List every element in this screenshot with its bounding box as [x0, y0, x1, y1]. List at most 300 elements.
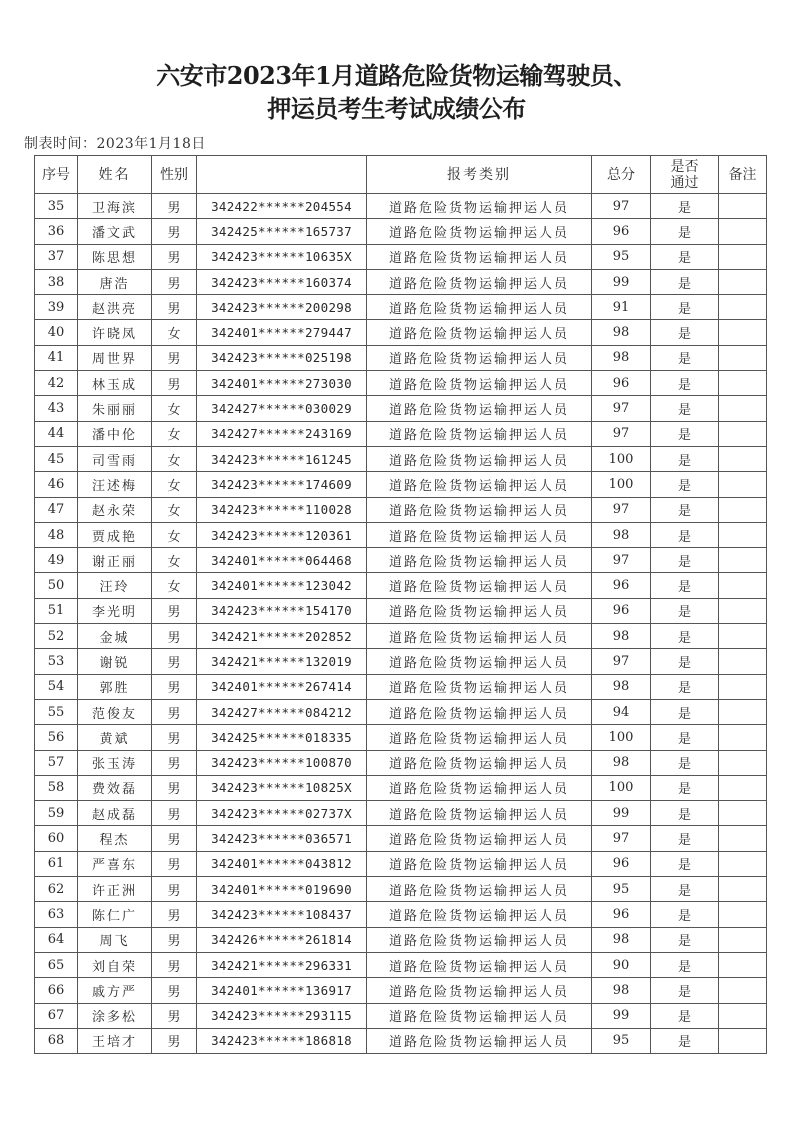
- cell-pass: 是: [651, 345, 719, 370]
- cell-no: 43: [35, 396, 78, 421]
- cell-category: 道路危险货物运输押运人员: [367, 750, 592, 775]
- cell-id: 342401******273030: [197, 371, 367, 396]
- cell-no: 58: [35, 775, 78, 800]
- cell-note: [719, 1028, 767, 1053]
- cell-id: 342423******120361: [197, 522, 367, 547]
- cell-no: 41: [35, 345, 78, 370]
- cell-name: 严喜东: [78, 851, 152, 876]
- cell-id: 342423******10825X: [197, 775, 367, 800]
- cell-name: 陈思想: [78, 244, 152, 269]
- cell-no: 36: [35, 219, 78, 244]
- cell-pass: 是: [651, 497, 719, 522]
- cell-category: 道路危险货物运输押运人员: [367, 472, 592, 497]
- cell-score: 100: [592, 725, 651, 750]
- cell-pass: 是: [651, 851, 719, 876]
- cell-name: 郭胜: [78, 674, 152, 699]
- cell-no: 67: [35, 1003, 78, 1028]
- table-row: [35, 902, 767, 927]
- cell-pass: 是: [651, 371, 719, 396]
- cell-pass: 是: [651, 952, 719, 977]
- cell-pass: 是: [651, 396, 719, 421]
- cell-category: 道路危险货物运输押运人员: [367, 978, 592, 1003]
- cell-note: [719, 826, 767, 851]
- cell-no: 42: [35, 371, 78, 396]
- table-row: [35, 345, 767, 370]
- cell-name: 朱丽丽: [78, 396, 152, 421]
- cell-id: 342401******019690: [197, 877, 367, 902]
- cell-id: 342401******123042: [197, 573, 367, 598]
- cell-note: [719, 902, 767, 927]
- header-pass-line2: 通过: [670, 174, 699, 191]
- cell-pass: 是: [651, 649, 719, 674]
- cell-score: 100: [592, 472, 651, 497]
- cell-name: 陈仁广: [78, 902, 152, 927]
- cell-category: 道路危险货物运输押运人员: [367, 371, 592, 396]
- cell-no: 60: [35, 826, 78, 851]
- cell-id: 342427******243169: [197, 421, 367, 446]
- cell-no: 38: [35, 269, 78, 294]
- cell-id: 342423******110028: [197, 497, 367, 522]
- cell-sex: 女: [152, 320, 197, 345]
- cell-name: 潘文武: [78, 219, 152, 244]
- cell-name: 贾成艳: [78, 522, 152, 547]
- cell-note: [719, 978, 767, 1003]
- cell-pass: 是: [651, 826, 719, 851]
- cell-sex: 男: [152, 750, 197, 775]
- cell-pass: 是: [651, 978, 719, 1003]
- cell-no: 53: [35, 649, 78, 674]
- cell-name: 周飞: [78, 927, 152, 952]
- cell-name: 戚方严: [78, 978, 152, 1003]
- cell-score: 91: [592, 295, 651, 320]
- cell-note: [719, 750, 767, 775]
- cell-name: 周世界: [78, 345, 152, 370]
- cell-id: 342425******018335: [197, 725, 367, 750]
- cell-note: [719, 472, 767, 497]
- cell-category: 道路危险货物运输押运人员: [367, 244, 592, 269]
- cell-category: 道路危险货物运输押运人员: [367, 725, 592, 750]
- table-row: [35, 725, 767, 750]
- cell-score: 96: [592, 219, 651, 244]
- table-row: [35, 219, 767, 244]
- cell-name: 涂多松: [78, 1003, 152, 1028]
- table-row: [35, 877, 767, 902]
- cell-category: 道路危险货物运输押运人员: [367, 902, 592, 927]
- cell-sex: 男: [152, 877, 197, 902]
- cell-id: 342423******160374: [197, 269, 367, 294]
- cell-score: 95: [592, 244, 651, 269]
- table-row: [35, 548, 767, 573]
- cell-category: 道路危险货物运输押运人员: [367, 699, 592, 724]
- cell-name: 范俊友: [78, 699, 152, 724]
- cell-id: 342421******202852: [197, 624, 367, 649]
- cell-pass: 是: [651, 472, 719, 497]
- cell-id: 342401******279447: [197, 320, 367, 345]
- cell-no: 66: [35, 978, 78, 1003]
- table-row: [35, 421, 767, 446]
- cell-pass: 是: [651, 1003, 719, 1028]
- cell-id: 342423******293115: [197, 1003, 367, 1028]
- cell-note: [719, 725, 767, 750]
- cell-name: 张玉涛: [78, 750, 152, 775]
- cell-sex: 男: [152, 345, 197, 370]
- cell-id: 342401******136917: [197, 978, 367, 1003]
- cell-id: 342425******165737: [197, 219, 367, 244]
- table-row: [35, 624, 767, 649]
- cell-category: 道路危险货物运输押运人员: [367, 345, 592, 370]
- cell-id: 342422******204554: [197, 194, 367, 219]
- cell-sex: 男: [152, 725, 197, 750]
- cell-id: 342427******084212: [197, 699, 367, 724]
- table-row: [35, 699, 767, 724]
- cell-pass: 是: [651, 624, 719, 649]
- cell-note: [719, 421, 767, 446]
- table-header-row: [35, 156, 767, 194]
- cell-pass: 是: [651, 750, 719, 775]
- cell-score: 96: [592, 598, 651, 623]
- page-title-line1: 六安市2023年1月道路危险货物运输驾驶员、: [156, 61, 637, 90]
- cell-note: [719, 244, 767, 269]
- table-row: [35, 674, 767, 699]
- cell-score: 95: [592, 1028, 651, 1053]
- cell-no: 40: [35, 320, 78, 345]
- cell-name: 许晓凤: [78, 320, 152, 345]
- cell-score: 98: [592, 750, 651, 775]
- cell-category: 道路危险货物运输押运人员: [367, 927, 592, 952]
- cell-note: [719, 396, 767, 421]
- cell-pass: 是: [651, 725, 719, 750]
- cell-pass: 是: [651, 269, 719, 294]
- cell-pass: 是: [651, 927, 719, 952]
- cell-score: 99: [592, 269, 651, 294]
- cell-pass: 是: [651, 801, 719, 826]
- cell-category: 道路危险货物运输押运人员: [367, 573, 592, 598]
- table-row: [35, 801, 767, 826]
- cell-id: 342401******064468: [197, 548, 367, 573]
- cell-sex: 男: [152, 978, 197, 1003]
- cell-note: [719, 573, 767, 598]
- header-category: 报考类别: [367, 156, 592, 194]
- cell-sex: 男: [152, 295, 197, 320]
- results-table: [34, 155, 767, 1054]
- cell-name: 谢正丽: [78, 548, 152, 573]
- header-pass-line1: 是否: [670, 158, 699, 175]
- cell-category: 道路危险货物运输押运人员: [367, 522, 592, 547]
- cell-pass: 是: [651, 522, 719, 547]
- table-row: [35, 1003, 767, 1028]
- cell-no: 63: [35, 902, 78, 927]
- cell-score: 96: [592, 371, 651, 396]
- cell-pass: 是: [651, 598, 719, 623]
- cell-sex: 男: [152, 775, 197, 800]
- cell-note: [719, 877, 767, 902]
- cell-id: 342423******100870: [197, 750, 367, 775]
- cell-note: [719, 548, 767, 573]
- cell-pass: 是: [651, 1028, 719, 1053]
- cell-pass: 是: [651, 244, 719, 269]
- cell-pass: 是: [651, 194, 719, 219]
- cell-category: 道路危险货物运输押运人员: [367, 624, 592, 649]
- cell-id: 342401******267414: [197, 674, 367, 699]
- cell-no: 51: [35, 598, 78, 623]
- cell-category: 道路危险货物运输押运人员: [367, 446, 592, 471]
- cell-no: 48: [35, 522, 78, 547]
- cell-no: 56: [35, 725, 78, 750]
- cell-pass: 是: [651, 548, 719, 573]
- cell-sex: 男: [152, 649, 197, 674]
- cell-score: 97: [592, 826, 651, 851]
- cell-name: 潘中伦: [78, 421, 152, 446]
- cell-score: 98: [592, 320, 651, 345]
- table-row: [35, 446, 767, 471]
- table-row: [35, 851, 767, 876]
- cell-no: 44: [35, 421, 78, 446]
- cell-no: 59: [35, 801, 78, 826]
- cell-no: 54: [35, 674, 78, 699]
- cell-note: [719, 927, 767, 952]
- cell-id: 342423******108437: [197, 902, 367, 927]
- cell-id: 342423******174609: [197, 472, 367, 497]
- cell-sex: 男: [152, 598, 197, 623]
- cell-sex: 女: [152, 421, 197, 446]
- cell-sex: 男: [152, 219, 197, 244]
- cell-note: [719, 775, 767, 800]
- cell-category: 道路危险货物运输押运人员: [367, 598, 592, 623]
- cell-score: 95: [592, 877, 651, 902]
- cell-id: 342423******025198: [197, 345, 367, 370]
- cell-category: 道路危险货物运输押运人员: [367, 801, 592, 826]
- cell-id: 342423******161245: [197, 446, 367, 471]
- table-row: [35, 775, 767, 800]
- cell-sex: 女: [152, 497, 197, 522]
- cell-score: 98: [592, 624, 651, 649]
- cell-category: 道路危险货物运输押运人员: [367, 649, 592, 674]
- cell-id: 342423******154170: [197, 598, 367, 623]
- header-sex: 性别: [152, 156, 197, 194]
- cell-score: 98: [592, 522, 651, 547]
- table-row: [35, 573, 767, 598]
- cell-note: [719, 194, 767, 219]
- cell-name: 赵永荣: [78, 497, 152, 522]
- cell-id: 342427******030029: [197, 396, 367, 421]
- cell-category: 道路危险货物运输押运人员: [367, 1003, 592, 1028]
- cell-category: 道路危险货物运输押运人员: [367, 1028, 592, 1053]
- cell-no: 46: [35, 472, 78, 497]
- cell-pass: 是: [651, 295, 719, 320]
- cell-name: 汪玲: [78, 573, 152, 598]
- cell-name: 刘自荣: [78, 952, 152, 977]
- cell-name: 林玉成: [78, 371, 152, 396]
- cell-id: 342421******132019: [197, 649, 367, 674]
- cell-category: 道路危险货物运输押运人员: [367, 219, 592, 244]
- table-row: [35, 927, 767, 952]
- cell-note: [719, 345, 767, 370]
- cell-no: 39: [35, 295, 78, 320]
- cell-category: 道路危险货物运输押运人员: [367, 497, 592, 522]
- cell-note: [719, 497, 767, 522]
- cell-score: 98: [592, 345, 651, 370]
- cell-sex: 女: [152, 573, 197, 598]
- cell-note: [719, 624, 767, 649]
- cell-sex: 女: [152, 446, 197, 471]
- cell-name: 谢锐: [78, 649, 152, 674]
- cell-id: 342401******043812: [197, 851, 367, 876]
- cell-sex: 男: [152, 194, 197, 219]
- cell-note: [719, 699, 767, 724]
- cell-sex: 男: [152, 952, 197, 977]
- header-name: 姓名: [78, 156, 152, 194]
- cell-category: 道路危险货物运输押运人员: [367, 877, 592, 902]
- cell-pass: 是: [651, 699, 719, 724]
- cell-score: 100: [592, 446, 651, 471]
- cell-name: 王培才: [78, 1028, 152, 1053]
- cell-category: 道路危险货物运输押运人员: [367, 295, 592, 320]
- cell-name: 唐浩: [78, 269, 152, 294]
- table-row: [35, 371, 767, 396]
- cell-sex: 女: [152, 548, 197, 573]
- cell-category: 道路危险货物运输押运人员: [367, 548, 592, 573]
- cell-no: 65: [35, 952, 78, 977]
- header-note: 备注: [719, 156, 767, 194]
- cell-sex: 男: [152, 801, 197, 826]
- cell-pass: 是: [651, 219, 719, 244]
- cell-id: 342423******186818: [197, 1028, 367, 1053]
- cell-sex: 男: [152, 371, 197, 396]
- table-row: [35, 1028, 767, 1053]
- cell-pass: 是: [651, 573, 719, 598]
- cell-note: [719, 269, 767, 294]
- cell-sex: 男: [152, 699, 197, 724]
- cell-no: 61: [35, 851, 78, 876]
- cell-id: 342421******296331: [197, 952, 367, 977]
- cell-score: 96: [592, 573, 651, 598]
- cell-name: 李光明: [78, 598, 152, 623]
- cell-id: 342423******10635X: [197, 244, 367, 269]
- made-date: 制表时间：2023年1月18日: [24, 136, 206, 152]
- cell-id: 342423******200298: [197, 295, 367, 320]
- table-body: [35, 194, 767, 1054]
- cell-sex: 男: [152, 624, 197, 649]
- cell-score: 96: [592, 902, 651, 927]
- cell-sex: 男: [152, 269, 197, 294]
- cell-note: [719, 674, 767, 699]
- cell-note: [719, 522, 767, 547]
- header-score: 总分: [592, 156, 651, 194]
- cell-category: 道路危险货物运输押运人员: [367, 952, 592, 977]
- cell-score: 97: [592, 421, 651, 446]
- header-id: [197, 156, 367, 194]
- cell-name: 汪述梅: [78, 472, 152, 497]
- cell-category: 道路危险货物运输押运人员: [367, 851, 592, 876]
- cell-sex: 男: [152, 826, 197, 851]
- cell-score: 99: [592, 801, 651, 826]
- cell-name: 黄斌: [78, 725, 152, 750]
- cell-sex: 女: [152, 472, 197, 497]
- header-pass: [651, 156, 719, 194]
- cell-note: [719, 649, 767, 674]
- cell-note: [719, 295, 767, 320]
- cell-score: 94: [592, 699, 651, 724]
- table-row: [35, 598, 767, 623]
- cell-no: 37: [35, 244, 78, 269]
- cell-pass: 是: [651, 446, 719, 471]
- cell-note: [719, 598, 767, 623]
- cell-note: [719, 851, 767, 876]
- cell-no: 68: [35, 1028, 78, 1053]
- cell-pass: 是: [651, 877, 719, 902]
- cell-score: 97: [592, 649, 651, 674]
- cell-category: 道路危险货物运输押运人员: [367, 269, 592, 294]
- cell-name: 卫海滨: [78, 194, 152, 219]
- cell-no: 50: [35, 573, 78, 598]
- cell-pass: 是: [651, 320, 719, 345]
- table-row: [35, 750, 767, 775]
- cell-no: 45: [35, 446, 78, 471]
- cell-no: 57: [35, 750, 78, 775]
- cell-score: 97: [592, 548, 651, 573]
- cell-note: [719, 219, 767, 244]
- cell-score: 99: [592, 1003, 651, 1028]
- table-row: [35, 194, 767, 219]
- cell-category: 道路危险货物运输押运人员: [367, 320, 592, 345]
- table-row: [35, 952, 767, 977]
- cell-note: [719, 371, 767, 396]
- cell-note: [719, 320, 767, 345]
- cell-category: 道路危险货物运输押运人员: [367, 775, 592, 800]
- cell-sex: 女: [152, 522, 197, 547]
- table-row: [35, 396, 767, 421]
- cell-name: 许正洲: [78, 877, 152, 902]
- table-row: [35, 978, 767, 1003]
- cell-sex: 男: [152, 1028, 197, 1053]
- cell-no: 64: [35, 927, 78, 952]
- cell-name: 赵成磊: [78, 801, 152, 826]
- cell-score: 97: [592, 497, 651, 522]
- cell-score: 100: [592, 775, 651, 800]
- cell-note: [719, 801, 767, 826]
- cell-pass: 是: [651, 902, 719, 927]
- cell-category: 道路危险货物运输押运人员: [367, 194, 592, 219]
- table-row: [35, 522, 767, 547]
- table-row: [35, 320, 767, 345]
- table-row: [35, 649, 767, 674]
- cell-no: 62: [35, 877, 78, 902]
- cell-name: 赵洪亮: [78, 295, 152, 320]
- table-row: [35, 826, 767, 851]
- cell-sex: 男: [152, 902, 197, 927]
- cell-id: 342423******02737X: [197, 801, 367, 826]
- table-row: [35, 269, 767, 294]
- cell-pass: 是: [651, 674, 719, 699]
- header-no: 序号: [35, 156, 78, 194]
- cell-score: 98: [592, 927, 651, 952]
- cell-no: 49: [35, 548, 78, 573]
- cell-category: 道路危险货物运输押运人员: [367, 396, 592, 421]
- cell-score: 97: [592, 194, 651, 219]
- cell-sex: 女: [152, 396, 197, 421]
- cell-score: 96: [592, 851, 651, 876]
- cell-category: 道路危险货物运输押运人员: [367, 421, 592, 446]
- cell-name: 司雪雨: [78, 446, 152, 471]
- cell-id: 342423******036571: [197, 826, 367, 851]
- cell-id: 342426******261814: [197, 927, 367, 952]
- page-title-line2: 押运员考生考试成绩公布: [267, 94, 526, 123]
- cell-sex: 男: [152, 674, 197, 699]
- cell-score: 98: [592, 978, 651, 1003]
- cell-sex: 男: [152, 851, 197, 876]
- cell-note: [719, 952, 767, 977]
- cell-sex: 男: [152, 927, 197, 952]
